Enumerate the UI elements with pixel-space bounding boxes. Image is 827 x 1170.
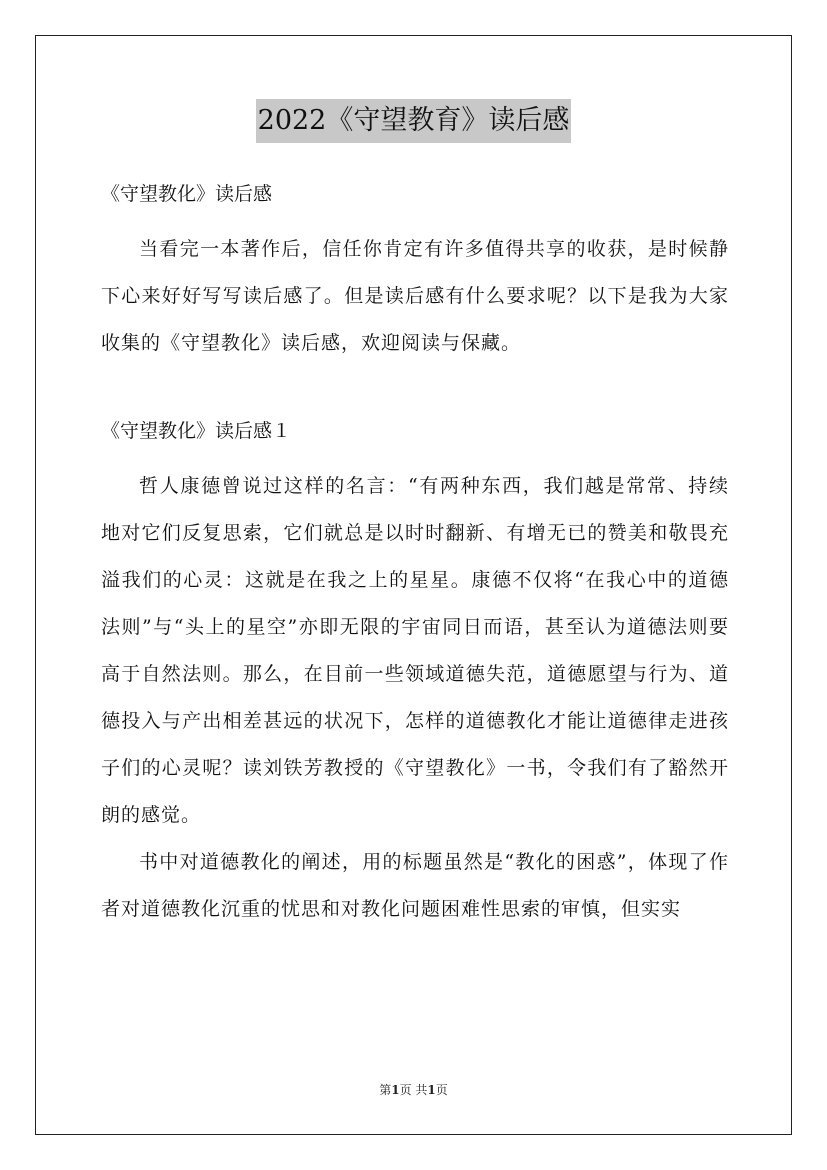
body-paragraph: 哲人康德曾说过这样的名言：“有两种东西，我们越是常常、持续地对它们反复思索，它们就总是以时时翻新、有增无已的赞美和敬畏充溢我们的心灵：这就是在我之上的星星。康德不仅将“在我心中的道德法则”与“头上的星空”亦即无限的宇宙同日而语，甚至认为道德法则要高于自然法则。那么，在目前一些领域道德失范，道德愿望与行为、道德投入与产出相差甚远的状况下，怎样的道德教化才能让道德律走进孩子们的心灵呢？读刘铁芳教授的《守望教化》一书，令我们有了豁然开朗的感觉。 xyxy=(101,475,729,826)
spacer xyxy=(101,367,729,411)
page-footer xyxy=(0,1082,827,1098)
page-total: 1 xyxy=(427,1083,436,1097)
section-heading: 《守望教化》读后感１ xyxy=(101,420,292,442)
page-label-mid: 页 共 xyxy=(399,1083,428,1097)
page-label-prefix: 第 xyxy=(379,1083,392,1097)
spacer xyxy=(101,451,729,463)
page-current: 1 xyxy=(391,1083,400,1097)
intro-paragraph: 当看完一本著作后，信任你肯定有许多值得共享的收获，是时候静下心来好好写写读后感了。但是读后感有什么要求呢？以下是我为大家收集的《守望教化》读后感，欢迎阅读与保藏。 xyxy=(101,238,729,354)
body-paragraph: 书中对道德教化的阐述，用的标题虽然是“教化的困惑”，体现了作者对道德教化沉重的忧思和对教化问题困难性思索的审慎，但实实 xyxy=(101,851,729,920)
document-title: 2022《守望教育》读后感 xyxy=(256,99,572,143)
title-wrap xyxy=(0,99,827,143)
page-label-suffix: 页 xyxy=(435,1083,448,1097)
document-body xyxy=(101,174,729,933)
document-heading: 《守望教化》读后感 xyxy=(101,183,273,205)
spacer xyxy=(101,214,729,226)
